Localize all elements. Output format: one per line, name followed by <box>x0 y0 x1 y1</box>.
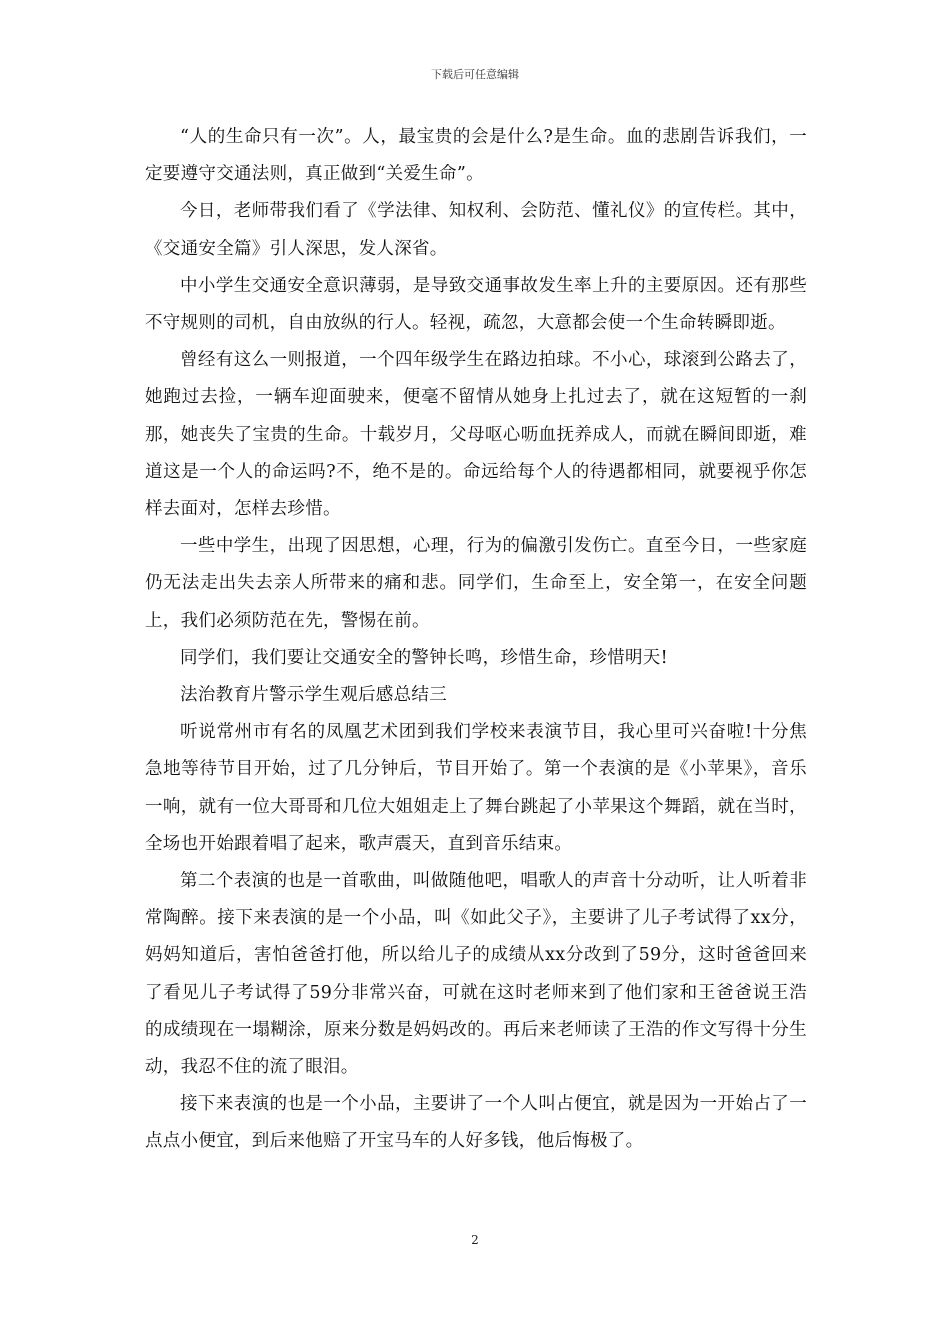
paragraph-cherish-life: “人的生命只有一次”。人，最宝贵的会是什么?是生命。血的悲剧告诉我们，一定要遵守交通法则，真正做到“关爱生命”。 <box>145 127 807 185</box>
page-header-note: 下载后可任意编辑 <box>431 68 519 81</box>
paragraph-middle-school-students: 一些中学生，出现了因思想，心理，行为的偏激引发伤亡。直至今日，一些家庭仍无法走出失去亲人所带来的痛和悲。同学们，生命至上，安全第一，在安全问题上，我们必须防范在先，警惕在前。 <box>145 536 807 631</box>
paragraph-bulletin-board: 今日，老师带我们看了《学法律、知权利、会防范、懂礼仪》的宣传栏。其中，《交通安全篇》引人深思，发人深省。 <box>145 201 807 259</box>
paragraph-art-troupe: 听说常州市有名的凤凰艺术团到我们学校来表演节目，我心里可兴奋啦!十分焦急地等待节目开始，过了几分钟后，节目开始了。第一个表演的是《小苹果》，音乐一响，就有一位大哥哥和几位大姐姐走上了舞台跳起了小苹果这个舞蹈，就在当时，全场也开始跟着唱了起来，歌声震天，直到音乐结束。 <box>145 722 807 854</box>
section-heading: 法治教育片警示学生观后感总结三 <box>180 685 447 706</box>
page-number: 2 <box>471 1233 479 1247</box>
paragraph-second-performance: 第二个表演的也是一首歌曲，叫做随他吧，唱歌人的声音十分动听，让人听着非常陶醉。接下来表演的是一个小品，叫《如此父子》，主要讲了儿子考试得了xx分，妈妈知道后，害怕爸爸打他，所以给儿子的成绩从xx分改到了59分，这时爸爸回来了看见儿子考试得了59分非常兴奋，可就在这时老师来到了他们家和王爸爸说王浩的成绩现在一塌糊涂，原来分数是妈妈改的。再后来老师读了王浩的作文写得十分生动，我忍不住的流了眼泪。 <box>145 871 807 1078</box>
paragraph-safety-awareness: 中小学生交通安全意识薄弱，是导致交通事故发生率上升的主要原因。还有那些不守规则的司机，自由放纵的行人。轻视，疏忽，大意都会使一个生命转瞬即逝。 <box>145 275 807 334</box>
document-body <box>145 119 807 1161</box>
paragraph-next-skit: 接下来表演的也是一个小品，主要讲了一个人叫占便宜，就是因为一开始占了一点点小便宜，到后来他赔了开宝马车的人好多钱，他后悔极了。 <box>145 1094 807 1152</box>
paragraph-news-report: 曾经有这么一则报道，一个四年级学生在路边拍球。不小心，球滚到公路去了，她跑过去捡，一辆车迎面驶来，便毫不留情从她身上扎过去了，就在这短暂的一刹那，她丧失了宝贵的生命。十载岁月，父母呕心呖血抚养成人，而就在瞬间即逝，难道这是一个人的命运吗?不，绝不是的。命远给每个人的待遇都相同，就要视乎你怎样去面对，怎样去珍惜。 <box>145 350 807 520</box>
paragraph-call-to-action: 同学们，我们要让交通安全的警钟长鸣，珍惜生命，珍惜明天! <box>180 647 668 668</box>
